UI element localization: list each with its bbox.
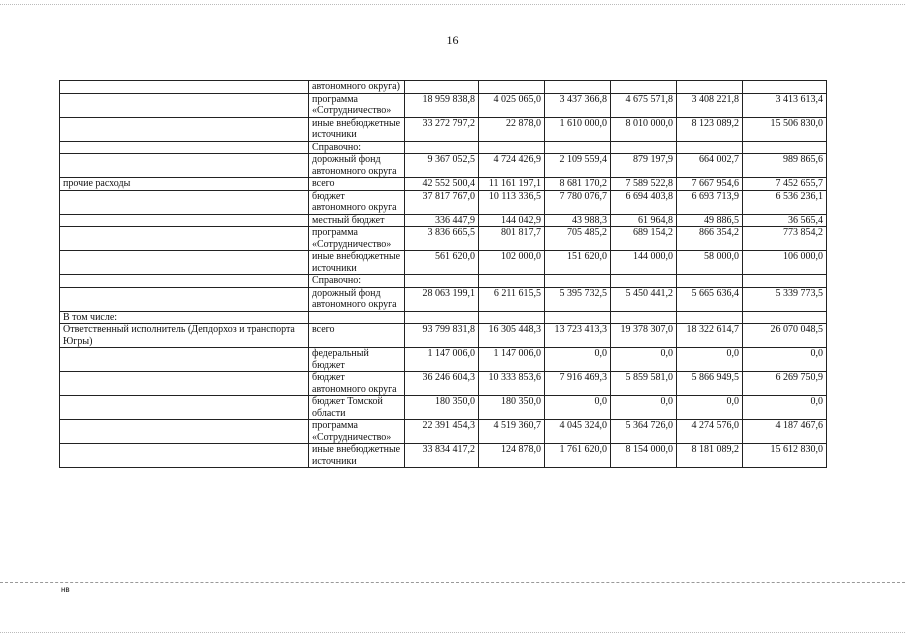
amount-cell [479,141,545,154]
table-row [60,154,827,178]
amount-cell: 144 042,9 [479,214,545,227]
row-category [60,287,309,311]
amount-cell: 7 780 076,7 [545,190,611,214]
funding-source: бюджет Томской области [309,396,405,420]
amount-cell: 689 154,2 [611,227,677,251]
amount-cell: 0,0 [743,396,827,420]
funding-source: Справочно: [309,275,405,288]
amount-cell: 3 836 665,5 [405,227,479,251]
amount-cell: 7 589 522,8 [611,178,677,191]
amount-cell: 61 964,8 [611,214,677,227]
amount-cell: 5 450 441,2 [611,287,677,311]
amount-cell: 124 878,0 [479,444,545,468]
row-category [60,93,309,117]
amount-cell: 42 552 500,4 [405,178,479,191]
amount-cell: 22 878,0 [479,117,545,141]
amount-cell: 0,0 [545,396,611,420]
amount-cell: 16 305 448,3 [479,324,545,348]
funding-source: бюджет автономного округа [309,372,405,396]
amount-cell: 6 536 236,1 [743,190,827,214]
budget-table [59,80,827,468]
funding-source: Справочно: [309,141,405,154]
amount-cell [405,141,479,154]
amount-cell [743,141,827,154]
amount-cell: 561 620,0 [405,251,479,275]
table-row [60,348,827,372]
row-category [60,348,309,372]
amount-cell: 9 367 052,5 [405,154,479,178]
amount-cell: 336 447,9 [405,214,479,227]
amount-cell: 6 211 615,5 [479,287,545,311]
amount-cell [545,275,611,288]
amount-cell: 6 269 750,9 [743,372,827,396]
amount-cell: 6 694 403,8 [611,190,677,214]
amount-cell: 93 799 831,8 [405,324,479,348]
amount-cell: 7 916 469,3 [545,372,611,396]
amount-cell: 2 109 559,4 [545,154,611,178]
row-category [60,154,309,178]
amount-cell: 4 724 426,9 [479,154,545,178]
row-category [60,117,309,141]
table-row [60,117,827,141]
amount-cell: 866 354,2 [677,227,743,251]
funding-source: дорожный фонд автономного округа [309,287,405,311]
amount-cell [743,81,827,94]
amount-cell [545,311,611,324]
amount-cell: 989 865,6 [743,154,827,178]
amount-cell: 0,0 [545,348,611,372]
amount-cell [743,275,827,288]
amount-cell: 4 675 571,8 [611,93,677,117]
amount-cell: 1 147 006,0 [479,348,545,372]
amount-cell: 0,0 [611,348,677,372]
amount-cell: 5 339 773,5 [743,287,827,311]
amount-cell: 4 187 467,6 [743,420,827,444]
table-row [60,324,827,348]
funding-source: программа «Сотрудничество» [309,420,405,444]
amount-cell [405,275,479,288]
amount-cell [743,311,827,324]
amount-cell: 5 866 949,5 [677,372,743,396]
amount-cell: 37 817 767,0 [405,190,479,214]
footer-mark: нв [61,585,70,594]
row-category: В том числе: [60,311,309,324]
amount-cell [611,311,677,324]
amount-cell: 8 010 000,0 [611,117,677,141]
amount-cell: 13 723 413,3 [545,324,611,348]
amount-cell [405,311,479,324]
funding-source: всего [309,178,405,191]
table-row [60,214,827,227]
amount-cell: 5 364 726,0 [611,420,677,444]
amount-cell: 8 154 000,0 [611,444,677,468]
scan-edge-bottom [0,632,905,633]
amount-cell: 5 665 636,4 [677,287,743,311]
funding-source: иные внебюджетные источники [309,117,405,141]
amount-cell: 8 123 089,2 [677,117,743,141]
amount-cell [479,81,545,94]
amount-cell [611,275,677,288]
table-row [60,275,827,288]
amount-cell: 3 408 221,8 [677,93,743,117]
amount-cell: 19 378 307,0 [611,324,677,348]
funding-source: иные внебюджетные источники [309,444,405,468]
table-body [60,81,827,468]
amount-cell [677,141,743,154]
row-category: Ответственный исполнитель (Депдорхоз и транспорта Югры) [60,324,309,348]
funding-source: программа «Сотрудничество» [309,93,405,117]
table-row [60,178,827,191]
funding-source: иные внебюджетные источники [309,251,405,275]
amount-cell: 4 274 576,0 [677,420,743,444]
amount-cell: 49 886,5 [677,214,743,227]
table-row [60,251,827,275]
amount-cell: 10 333 853,6 [479,372,545,396]
amount-cell [611,81,677,94]
amount-cell: 0,0 [611,396,677,420]
table-row [60,420,827,444]
funding-source: федеральный бюджет [309,348,405,372]
table-row [60,141,827,154]
amount-cell: 7 667 954,6 [677,178,743,191]
amount-cell: 33 272 797,2 [405,117,479,141]
amount-cell: 58 000,0 [677,251,743,275]
footer-divider [0,582,905,583]
table-row [60,190,827,214]
amount-cell: 144 000,0 [611,251,677,275]
amount-cell [545,81,611,94]
amount-cell: 879 197,9 [611,154,677,178]
amount-cell: 6 693 713,9 [677,190,743,214]
amount-cell: 7 452 655,7 [743,178,827,191]
amount-cell: 36 565,4 [743,214,827,227]
amount-cell: 33 834 417,2 [405,444,479,468]
amount-cell: 180 350,0 [479,396,545,420]
table-row [60,93,827,117]
amount-cell: 8 681 170,2 [545,178,611,191]
amount-cell: 1 610 000,0 [545,117,611,141]
amount-cell: 180 350,0 [405,396,479,420]
amount-cell: 15 612 830,0 [743,444,827,468]
row-category: прочие расходы [60,178,309,191]
amount-cell: 102 000,0 [479,251,545,275]
amount-cell: 18 959 838,8 [405,93,479,117]
amount-cell: 4 045 324,0 [545,420,611,444]
amount-cell: 43 988,3 [545,214,611,227]
amount-cell: 26 070 048,5 [743,324,827,348]
amount-cell: 5 859 581,0 [611,372,677,396]
amount-cell: 11 161 197,1 [479,178,545,191]
funding-source: всего [309,324,405,348]
row-category [60,141,309,154]
row-category [60,420,309,444]
amount-cell: 0,0 [677,396,743,420]
row-category [60,227,309,251]
amount-cell: 8 181 089,2 [677,444,743,468]
amount-cell [677,81,743,94]
table-row [60,311,827,324]
amount-cell: 664 002,7 [677,154,743,178]
amount-cell: 3 413 613,4 [743,93,827,117]
row-category [60,214,309,227]
table-row [60,444,827,468]
funding-source: местный бюджет [309,214,405,227]
row-category [60,251,309,275]
funding-source: автономного округа) [309,81,405,94]
row-category [60,444,309,468]
table-row [60,396,827,420]
funding-source: дорожный фонд автономного округа [309,154,405,178]
amount-cell [405,81,479,94]
amount-cell [545,141,611,154]
amount-cell: 1 147 006,0 [405,348,479,372]
amount-cell: 28 063 199,1 [405,287,479,311]
scan-edge-top [0,4,905,5]
funding-source [309,311,405,324]
amount-cell: 4 025 065,0 [479,93,545,117]
funding-source: программа «Сотрудничество» [309,227,405,251]
amount-cell: 0,0 [677,348,743,372]
amount-cell: 10 113 336,5 [479,190,545,214]
funding-source: бюджет автономного округа [309,190,405,214]
amount-cell: 0,0 [743,348,827,372]
row-category [60,275,309,288]
amount-cell [479,311,545,324]
amount-cell: 801 817,7 [479,227,545,251]
table-row [60,81,827,94]
amount-cell: 151 620,0 [545,251,611,275]
row-category [60,190,309,214]
amount-cell: 18 322 614,7 [677,324,743,348]
amount-cell: 5 395 732,5 [545,287,611,311]
table-row [60,287,827,311]
amount-cell [677,311,743,324]
amount-cell [677,275,743,288]
amount-cell: 705 485,2 [545,227,611,251]
amount-cell: 36 246 604,3 [405,372,479,396]
amount-cell: 3 437 366,8 [545,93,611,117]
row-category [60,372,309,396]
table-row [60,227,827,251]
amount-cell: 106 000,0 [743,251,827,275]
table-row [60,372,827,396]
row-category [60,396,309,420]
amount-cell: 1 761 620,0 [545,444,611,468]
amount-cell: 4 519 360,7 [479,420,545,444]
amount-cell [479,275,545,288]
amount-cell: 773 854,2 [743,227,827,251]
amount-cell: 22 391 454,3 [405,420,479,444]
row-category [60,81,309,94]
page-number: 16 [446,33,459,47]
amount-cell: 15 506 830,0 [743,117,827,141]
amount-cell [611,141,677,154]
